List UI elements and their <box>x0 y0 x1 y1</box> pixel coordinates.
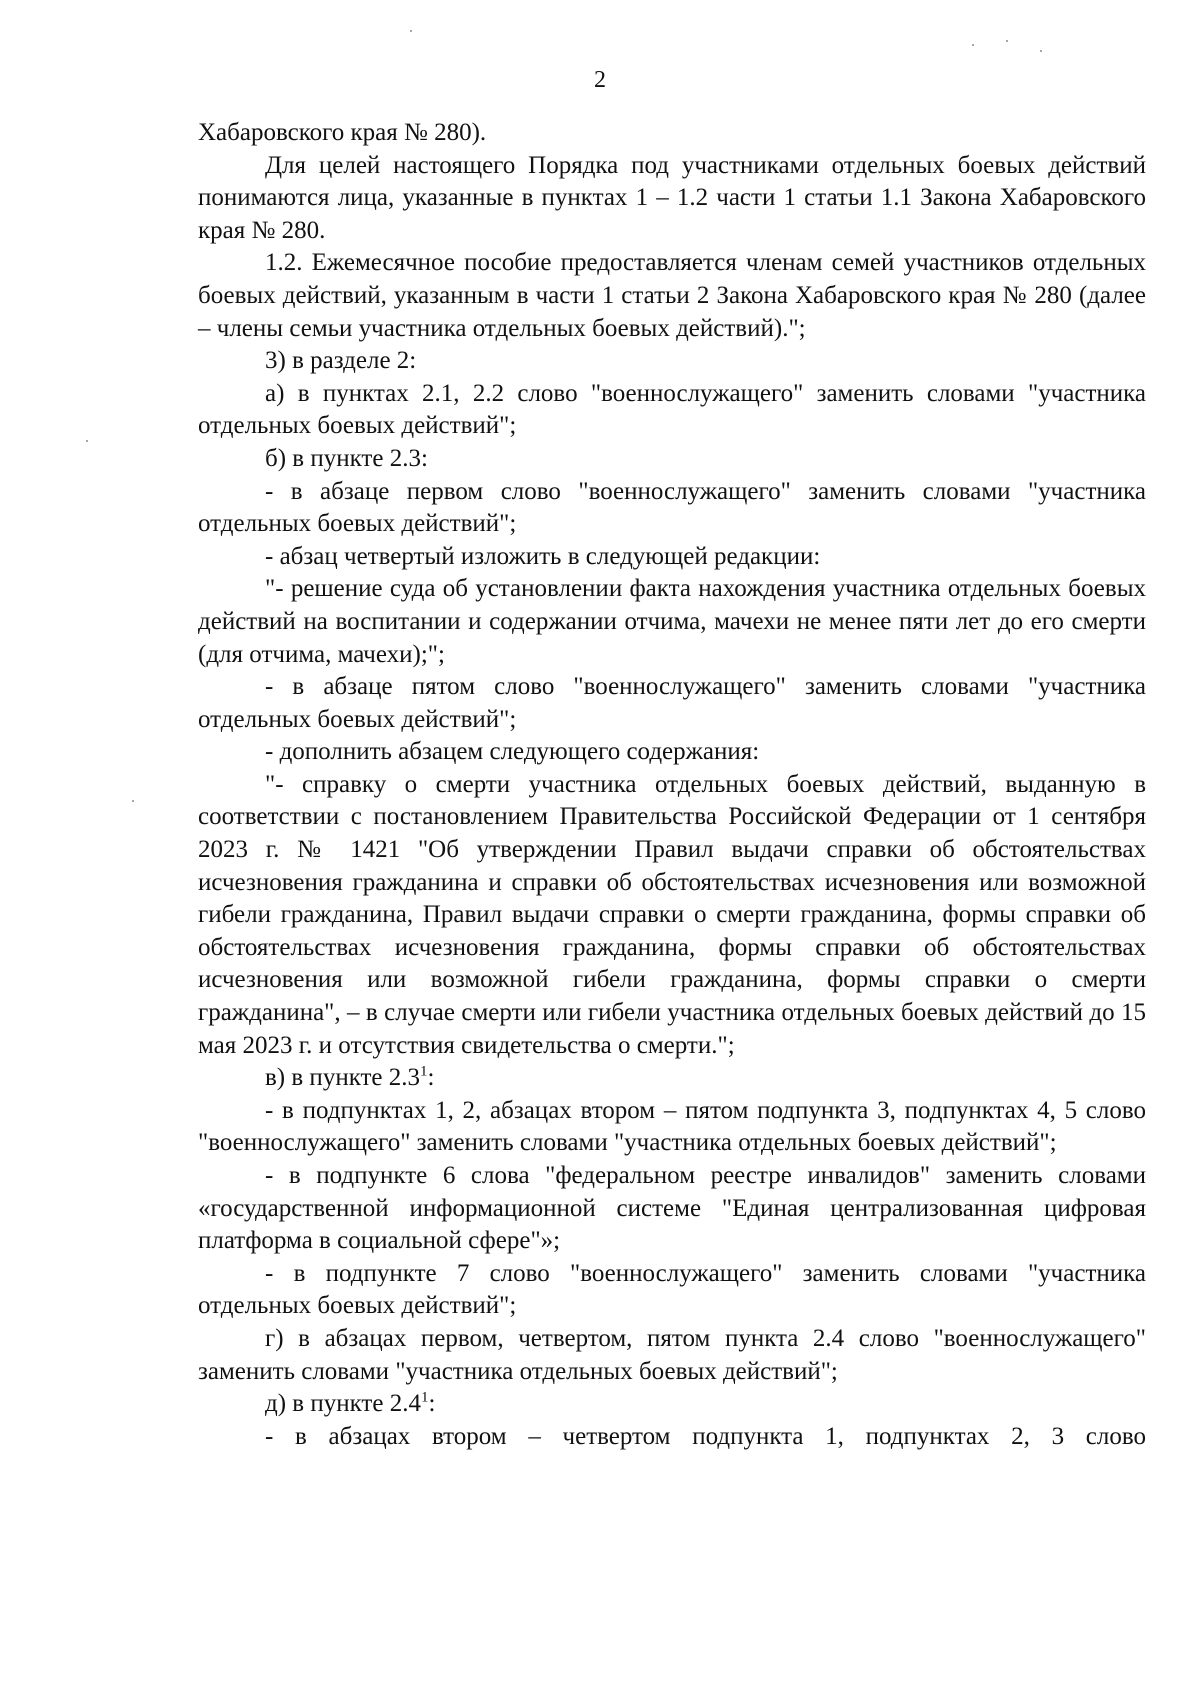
paragraph-v-subitems-1-5: - в подпунктах 1, 2, абзацах втором – пятом подпункта 3, подпунктах 4, 5 слово "военнослужащего" заменить словами "участника отдельных боевых действий"; <box>198 1096 1146 1157</box>
document-body <box>198 117 1146 1453</box>
item-v-tail: : <box>427 1064 435 1092</box>
paragraph-b-first-abzac: - в абзаце первом слово "военнослужащего" заменить словами "участника отдельных боевых действий"; <box>198 477 1146 538</box>
paragraph-item-v <box>198 1062 1146 1095</box>
paragraph-section-2: 3) в разделе 2: <box>265 347 417 375</box>
scan-speck <box>132 800 134 802</box>
scan-speck <box>972 44 974 46</box>
item-v-superscript: 1 <box>420 1063 428 1080</box>
paragraph-v-subitem-6: - в подпункте 6 слова "федеральном реестре инвалидов" заменить словами «государственной информационной системе "Единая централизованная цифровая платформа в социальной сфере"»; <box>198 1162 1146 1255</box>
paragraph-item-a: а) в пунктах 2.1, 2.2 слово "военнослужащего" заменить словами "участника отдельных боевых действий"; <box>198 379 1146 440</box>
paragraph-item-d <box>198 1388 1146 1421</box>
paragraph-d-last-line: - в абзацах втором – четвертом подпункта 1, подпунктах 2, 3 слово <box>265 1422 1146 1450</box>
paragraph-item-b: б) в пункте 2.3: <box>265 444 428 472</box>
scan-speck <box>86 440 88 442</box>
paragraph-death-certificate: "- справку о смерти участника отдельных боевых действий, выданную в соответствии с постановлением Правительства Российской Федерации от 1 сентября 2023 г. № 1421 "Об утверждении Правил выдачи справки об обстоятельствах исчезновения гражданина и справки об обстоятельствах исчезновения или возможной гибели гражданина, Правил выдачи справки о смерти гражданина, формы справки об обстоятельствах исчезновения гражданина, формы справки об обстоятельствах исчезновения или возможной гибели гражданина, формы справки о смерти гражданина", – в случае смерти или гибели участника отдельных боевых действий до 15 мая 2023 г. и отсутствия свидетельства о смерти."; <box>198 770 1146 1059</box>
item-d-text: д) в пункте 2.4 <box>265 1390 421 1418</box>
paragraph-1-2: 1.2. Ежемесячное пособие предоставляется членам семей участников отдельных боевых действий, указанным в части 1 статьи 2 Закона Хабаровского края № 280 (далее – члены семьи участника отдельных боевых действий)."; <box>198 249 1146 342</box>
paragraph-b-fourth-abzac: - абзац четвертый изложить в следующей редакции: <box>265 542 821 570</box>
page-number: 2 <box>594 67 606 93</box>
paragraph-court-decision: "- решение суда об установлении факта нахождения участника отдельных боевых действий на воспитании и содержании отчима, мачехи не менее пяти лет до его смерти (для отчима, мачехи);"; <box>198 575 1146 668</box>
item-d-tail: : <box>428 1390 436 1418</box>
paragraph-item-g: г) в абзацах первом, четвертом, пятом пункта 2.4 слово "военнослужащего" заменить словами "участника отдельных боевых действий"; <box>198 1324 1146 1385</box>
paragraph-continuation: Хабаровского края № 280). <box>198 119 487 146</box>
paragraph-b-add-abzac: - дополнить абзацем следующего содержания: <box>265 738 760 766</box>
paragraph-b-fifth-abzac: - в абзаце пятом слово "военнослужащего" заменить словами "участника отдельных боевых действий"; <box>198 673 1146 733</box>
paragraph-v-subitem-7: - в подпункте 7 слово "военнослужащего" заменить словами "участника отдельных боевых действий"; <box>198 1259 1146 1320</box>
paragraph-definition: Для целей настоящего Порядка под участниками отдельных боевых действий понимаются лица, указанные в пунктах 1 – 1.2 части 1 статьи 1.1 Закона Хабаровского края № 280. <box>198 151 1146 244</box>
item-v-text: в) в пункте 2.3 <box>265 1064 421 1092</box>
scan-speck <box>410 30 412 32</box>
item-d-superscript: 1 <box>420 1389 429 1406</box>
scan-speck <box>1006 40 1008 42</box>
scan-speck <box>1040 50 1042 52</box>
